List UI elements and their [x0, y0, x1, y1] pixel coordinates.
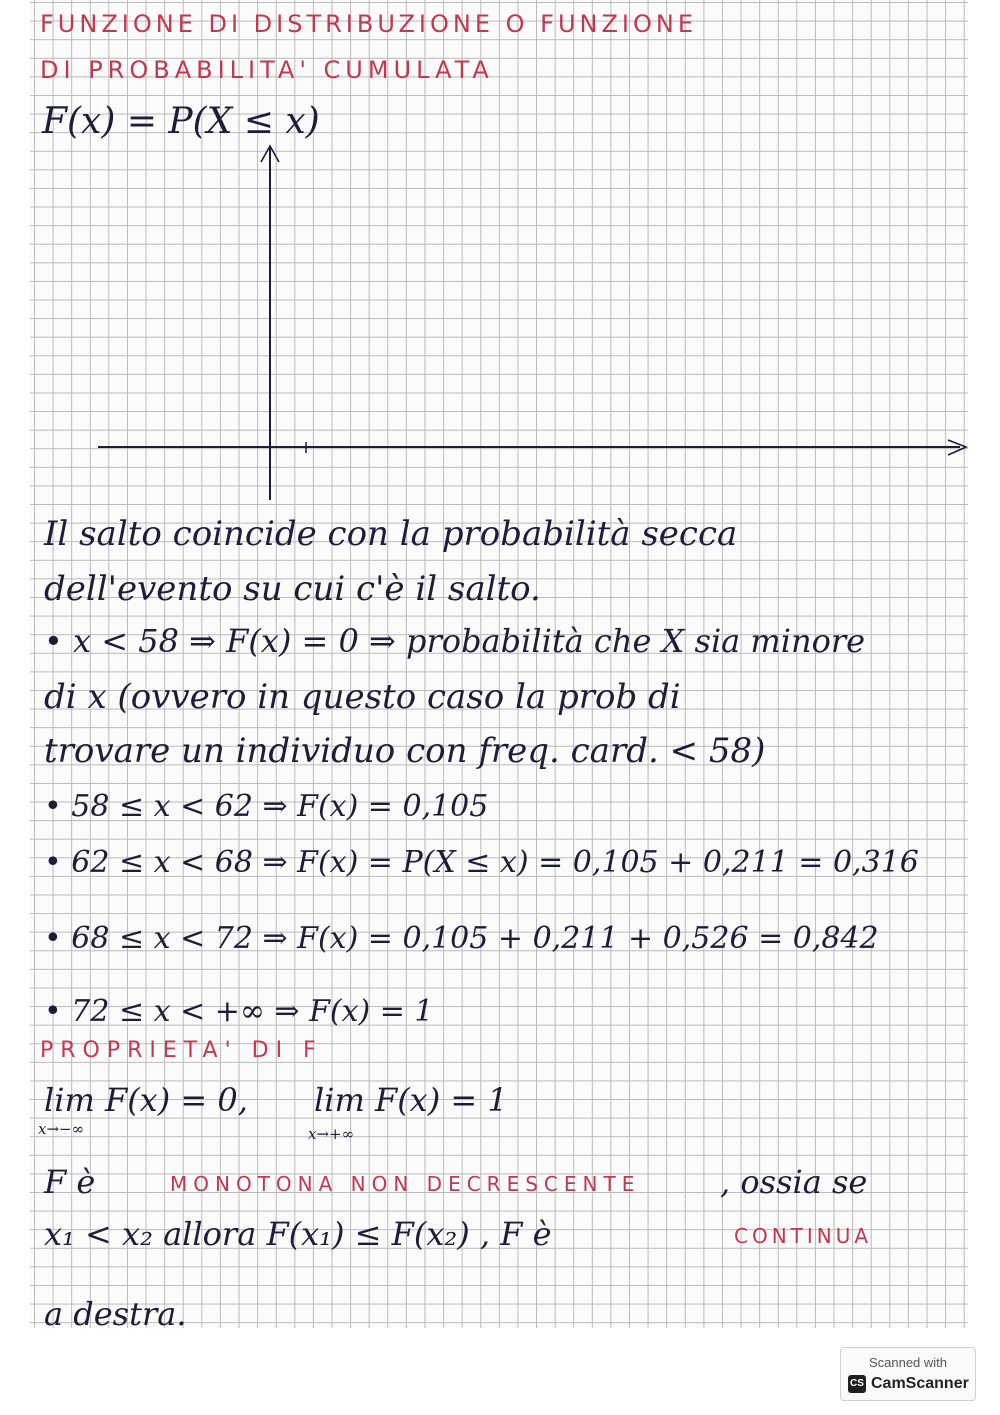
note-line-2: dell'evento su cui c'è il salto.	[44, 569, 541, 609]
cdf-definition: F(x) = P(X ≤ x)	[42, 101, 320, 142]
property-line-3: a destra.	[44, 1295, 187, 1333]
camscanner-watermark	[840, 1347, 976, 1401]
heading-line-1: FUNZIONE DI DISTRIBUZIONE O FUNZIONE	[40, 10, 698, 38]
note-line-6: • 58 ≤ x < 62 ⇒ F(x) = 0,105	[44, 789, 489, 824]
note-line-3: • x < 58 ⇒ F(x) = 0 ⇒ probabilità che X sia minore	[44, 622, 866, 660]
note-line-5: trovare un individuo con freq. card. < 58)	[44, 731, 766, 771]
property-monotone: MONOTONA NON DECRESCENTE	[170, 1172, 641, 1196]
properties-heading: PROPRIETA' DI F	[40, 1038, 323, 1063]
watermark-brand: CamScanner	[871, 1375, 969, 1392]
property-line-1c: , ossia se	[720, 1163, 868, 1201]
property-line-2a: x₁ < x₂ allora F(x₁) ≤ F(x₂) , F è	[44, 1215, 552, 1253]
property-continuous: CONTINUA	[734, 1224, 873, 1248]
property-line-1a: F è	[44, 1163, 96, 1201]
note-line-1: Il salto coincide con la probabilità secca	[44, 514, 738, 554]
limit-right: lim F(x) = 1	[314, 1081, 508, 1119]
watermark-caption: Scanned with	[868, 1355, 948, 1370]
heading-line-2: DI PROBABILITA' CUMULATA	[40, 56, 494, 84]
limit-left-subscript: x→−∞	[38, 1120, 85, 1138]
limit-right-subscript: x→+∞	[308, 1125, 355, 1143]
note-line-9: • 72 ≤ x < +∞ ⇒ F(x) = 1	[44, 994, 434, 1029]
step-chart	[0, 0, 1000, 520]
note-line-7: • 62 ≤ x < 68 ⇒ F(x) = P(X ≤ x) = 0,105 + 0,211 = 0,316	[44, 845, 919, 880]
chart-axes	[98, 146, 966, 500]
note-line-8: • 68 ≤ x < 72 ⇒ F(x) = 0,105 + 0,211 + 0,526 = 0,842	[44, 921, 879, 956]
camscanner-logo-icon: CS	[848, 1375, 866, 1393]
limit-left: lim F(x) = 0,	[44, 1081, 248, 1119]
note-line-4: di x (ovvero in questo caso la prob di	[44, 677, 681, 717]
